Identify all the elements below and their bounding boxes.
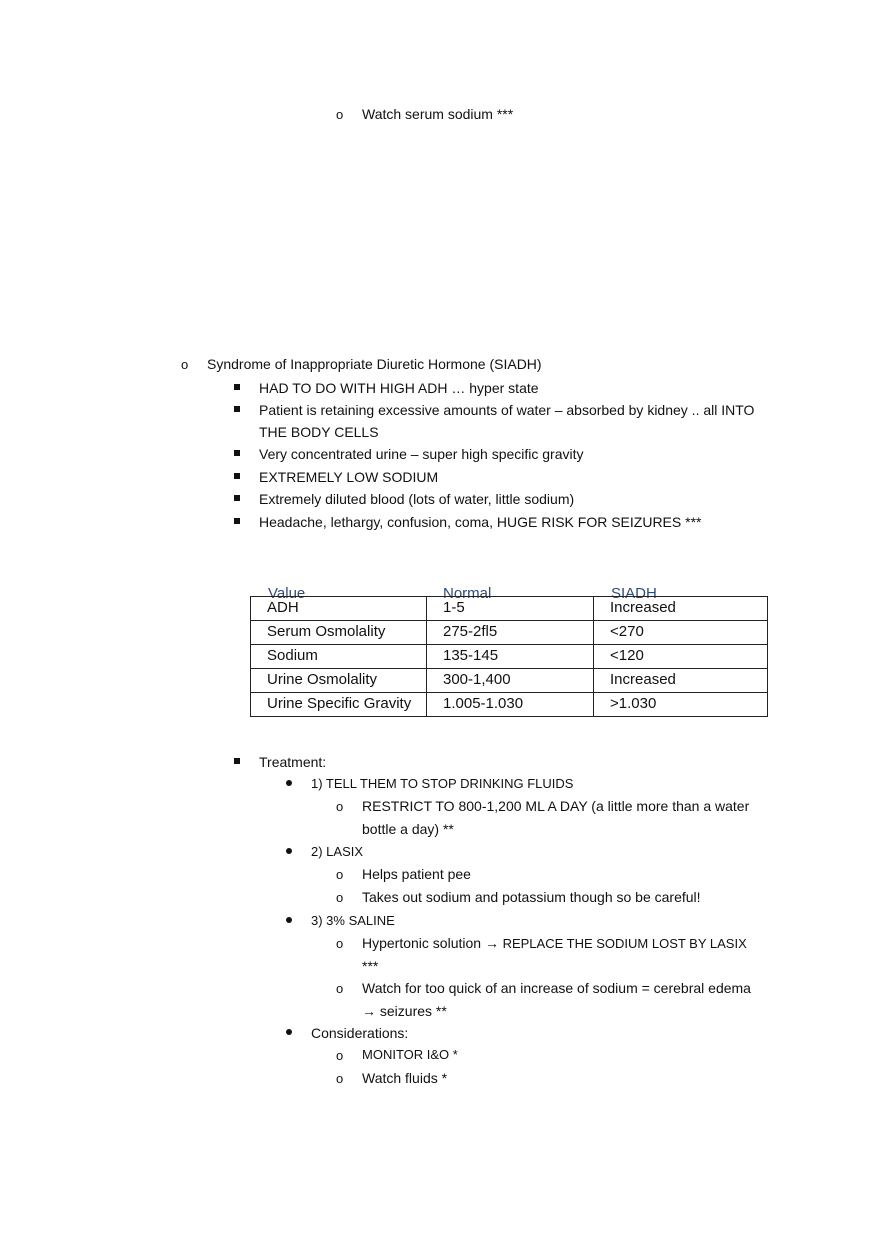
- table-cell: 300-1,400: [427, 669, 594, 693]
- table-cell: 1-5: [427, 597, 594, 621]
- section-title: Syndrome of Inappropriate Diuretic Hormone (SIADH): [207, 356, 542, 372]
- round-bullet-icon: [286, 848, 292, 854]
- table-header-value: Value: [268, 585, 306, 602]
- right-arrow-icon: →: [362, 1003, 376, 1019]
- siadh-values-table: [250, 596, 768, 717]
- list-item: 2) LASIX: [311, 844, 364, 859]
- list-item: Helps patient pee: [362, 866, 471, 882]
- list-marker-circle: o: [336, 107, 344, 122]
- table-row: [251, 621, 768, 645]
- square-bullet-icon: [234, 384, 240, 390]
- table-cell: Urine Osmolality: [251, 669, 427, 693]
- list-item: Hypertonic solution → REPLACE THE SODIUM LOST BY LASIX: [362, 935, 747, 951]
- list-item: Extremely diluted blood (lots of water, little sodium): [259, 491, 575, 507]
- list-item: 1) TELL THEM TO STOP DRINKING FLUIDS: [311, 776, 574, 791]
- square-bullet-icon: [234, 450, 240, 456]
- list-item-continued: ***: [362, 958, 379, 974]
- table-header-normal: Normal: [443, 585, 492, 602]
- table-cell: Sodium: [251, 645, 427, 669]
- list-item: Very concentrated urine – super high specific gravity: [259, 446, 584, 462]
- table-header-siadh: SIADH: [611, 585, 657, 602]
- list-item: MONITOR I&O *: [362, 1047, 458, 1062]
- list-item: Headache, lethargy, confusion, coma, HUGE RISK FOR SEIZURES ***: [259, 514, 702, 530]
- list-item: EXTREMELY LOW SODIUM: [259, 469, 439, 485]
- right-arrow-icon: →: [484, 935, 499, 951]
- list-item: 3) 3% SALINE: [311, 913, 395, 928]
- list-item: Watch for too quick of an increase of sodium = cerebral edema: [362, 980, 751, 996]
- table-row: [251, 693, 768, 717]
- table-cell: Increased: [594, 597, 768, 621]
- table-cell: 275-2fl5: [427, 621, 594, 645]
- square-bullet-icon: [234, 473, 240, 479]
- table-cell: <120: [594, 645, 768, 669]
- square-bullet-icon: [234, 495, 240, 501]
- list-item-continued: → seizures **: [362, 1003, 447, 1019]
- round-bullet-icon: [286, 780, 292, 786]
- list-marker-circle: o: [181, 357, 189, 372]
- list-item: Patient is retaining excessive amounts of water – absorbed by kidney .. all INTO: [259, 402, 755, 418]
- table-cell: >1.030: [594, 693, 768, 717]
- table-cell: <270: [594, 621, 768, 645]
- square-bullet-icon: [234, 518, 240, 524]
- table-row: [251, 645, 768, 669]
- table-cell: Serum Osmolality: [251, 621, 427, 645]
- round-bullet-icon: [286, 1029, 292, 1035]
- list-item-continued: THE BODY CELLS: [259, 424, 379, 440]
- treatment-title: Treatment:: [259, 754, 327, 770]
- square-bullet-icon: [234, 406, 240, 412]
- list-item-continued: bottle a day) **: [362, 821, 454, 837]
- table-cell: 135-145: [427, 645, 594, 669]
- top-note: Watch serum sodium ***: [362, 106, 514, 122]
- square-bullet-icon: [234, 758, 240, 764]
- list-item: Considerations:: [311, 1025, 409, 1041]
- table-cell: ADH: [251, 597, 427, 621]
- round-bullet-icon: [286, 917, 292, 923]
- table-cell: Urine Specific Gravity: [251, 693, 427, 717]
- table-cell: Increased: [594, 669, 768, 693]
- list-item: Watch fluids *: [362, 1070, 448, 1086]
- list-item: RESTRICT TO 800-1,200 ML A DAY (a little more than a water: [362, 798, 750, 814]
- table-row: [251, 669, 768, 693]
- list-item: HAD TO DO WITH HIGH ADH … hyper state: [259, 380, 539, 396]
- table-row: [251, 597, 768, 621]
- table-cell: 1.005-1.030: [427, 693, 594, 717]
- list-item: Takes out sodium and potassium though so be careful!: [362, 889, 701, 905]
